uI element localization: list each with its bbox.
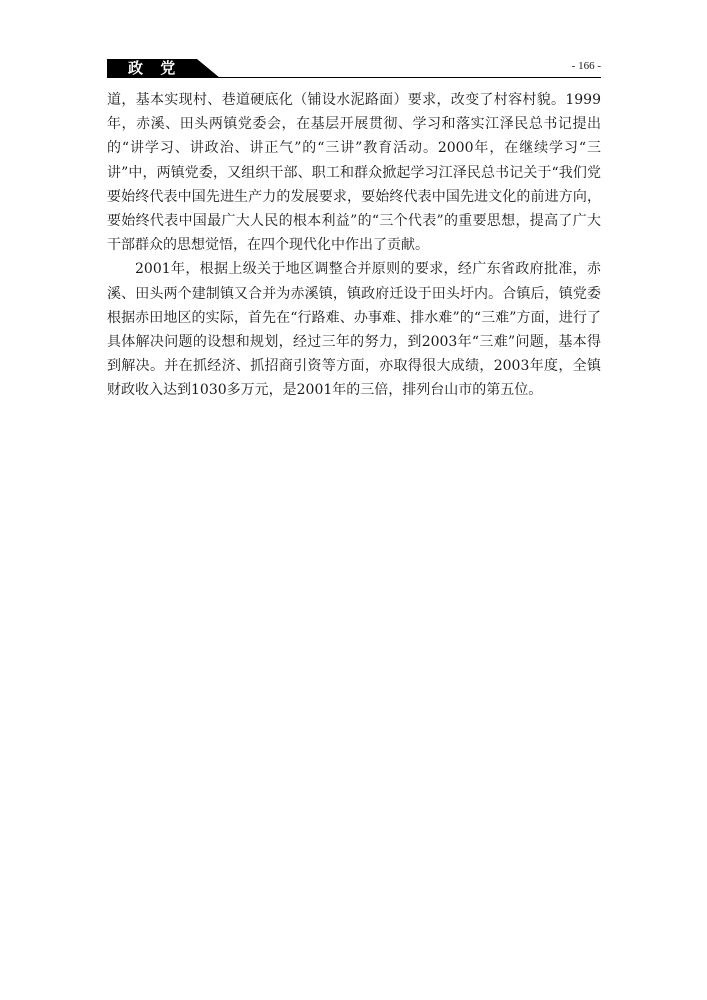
body-text <box>107 88 601 403</box>
section-title: 政 党 <box>128 59 182 77</box>
page-number: - 166 - <box>571 60 601 72</box>
paragraph: 2001年，根据上级关于地区调整合并原则的要求，经广东省政府批准，赤溪、田头两个建制镇又合并为赤溪镇，镇政府迁设于田头圩内。合镇后，镇党委根据赤田地区的实际，首先在“行路难、办事难、排水难”的“三难”方面，进行了具体解决问题的设想和规划，经过三年的努力，到2003年“三难”问题，基本得到解决。并在抓经济、抓招商引资等方面，亦取得很大成绩，2003年度，全镇财政收入达到1030多万元，是2001年的三倍，排列台山市的第五位。 <box>107 261 601 399</box>
paragraph-continued: 道，基本实现村、巷道硬底化（铺设水泥路面）要求，改变了村容村貌。1999年，赤溪、田头两镇党委会，在基层开展贯彻、学习和落实江泽民总书记提出的“讲学习、讲政治、讲正气”的“三讲”教育活动。2000年，在继续学习“三讲”中，两镇党委，又组织干部、职工和群众掀起学习江泽民总书记关于“我们党要始终代表中国先进生产力的发展要求，要始终代表中国先进文化的前进方向，要始终代表中国最广大人民的根本利益”的“三个代表”的重要思想，提高了广大干部群众的思想觉悟，在四个现代化中作出了贡献。 <box>107 92 601 254</box>
header-rule <box>107 77 601 78</box>
